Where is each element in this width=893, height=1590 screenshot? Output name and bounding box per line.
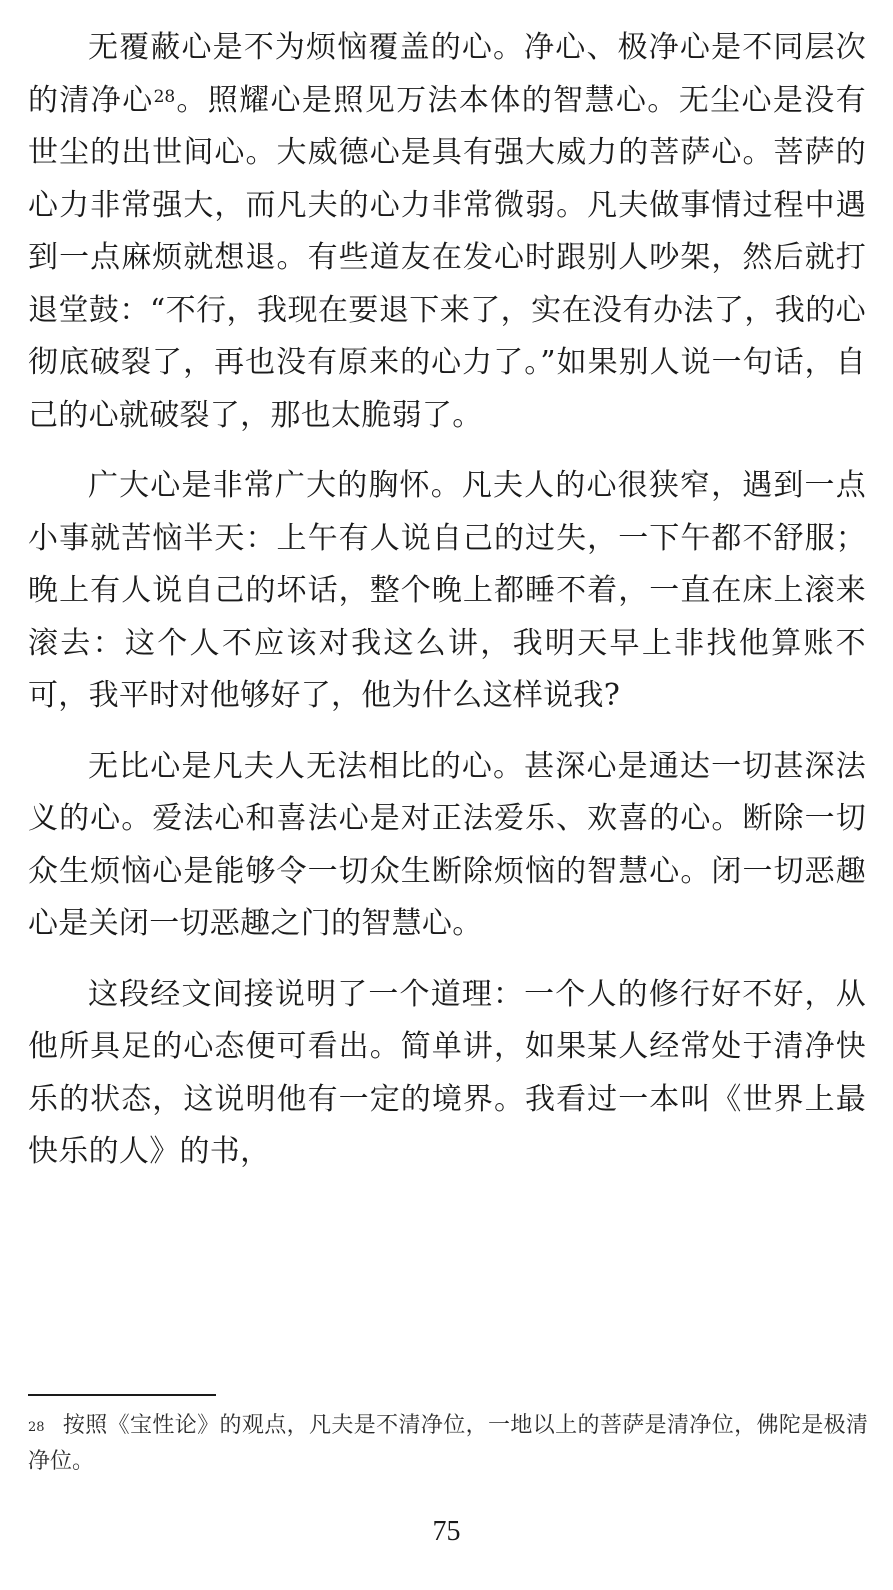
footnote-28 xyxy=(28,1408,868,1480)
paragraph-1-text-before: 无覆蔽心是不为烦恼覆盖的心。净心、极净心是不同层次的清净心 xyxy=(28,30,866,118)
footnote-separator-rule xyxy=(28,1394,216,1396)
body-paragraph-1 xyxy=(28,22,866,442)
footnote-text: 按照《宝性论》的观点，凡夫是不清净位，一地以上的菩萨是清净位，佛陀是极清净位。 xyxy=(28,1413,868,1474)
body-paragraph-4: 这段经文间接说明了一个道理：一个人的修行好不好，从他所具足的心态便可看出。简单讲，如果某人经常处于清净快乐的状态，这说明他有一定的境界。我看过一本叫《世界上最快乐的人》的书， xyxy=(28,976,866,1169)
footnote-number: 28 xyxy=(28,1420,45,1435)
body-paragraph-3: 无比心是凡夫人无法相比的心。甚深心是通达一切甚深法义的心。爱法心和喜法心是对正法爱乐、欢喜的心。断除一切众生烦恼心是能够令一切众生断除烦恼的智慧心。闭一切恶趣心是关闭一切恶趣之门的智慧心。 xyxy=(28,748,866,941)
page-body xyxy=(28,22,866,1197)
footnote-reference-28[interactable]: 28 xyxy=(153,86,176,107)
paragraph-1-text-after: 。照耀心是照见万法本体的智慧心。无尘心是没有世尘的出世间心。大威德心是具有强大威力的菩萨心。菩萨的心力非常强大，而凡夫的心力非常微弱。凡夫做事情过程中遇到一点麻烦就想退。有些道友在发心时跟别人吵架，然后就打退堂鼓：“不行，我现在要退下来了，实在没有办法了，我的心彻底破裂了，再也没有原来的心力了。”如果别人说一句话，自己的心就破裂了，那也太脆弱了。 xyxy=(28,82,866,433)
body-paragraph-2: 广大心是非常广大的胸怀。凡夫人的心很狭窄，遇到一点小事就苦恼半天：上午有人说自己的过失，一下午都不舒服；晚上有人说自己的坏话，整个晚上都睡不着，一直在床上滚来滚去：这个人不应该对我这么讲，我明天早上非找他算账不可，我平时对他够好了，他为什么这样说我? xyxy=(28,468,866,713)
page-number: 75 xyxy=(432,1516,461,1547)
